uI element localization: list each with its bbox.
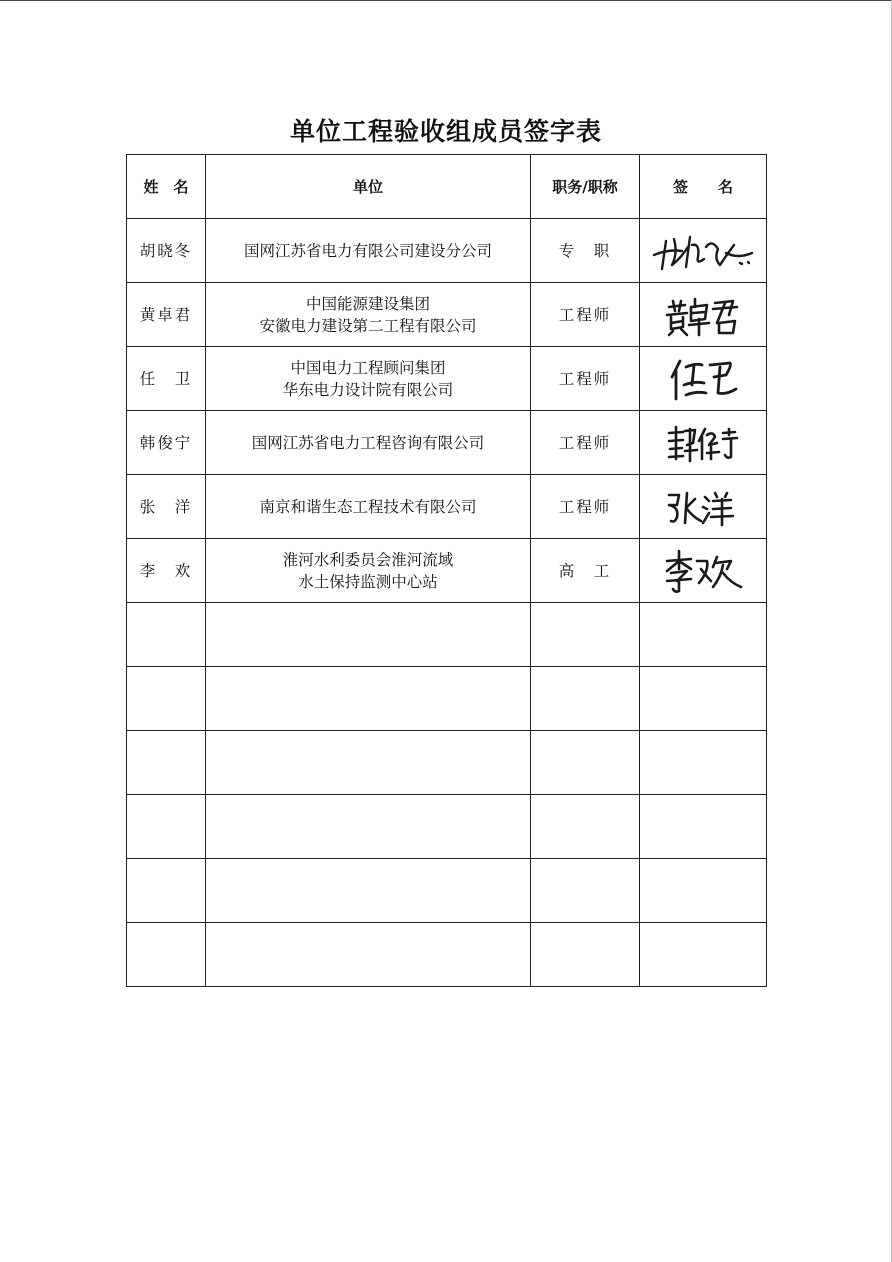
empty-cell — [127, 603, 206, 667]
empty-cell — [531, 923, 640, 987]
member-name: 胡晓冬 — [127, 219, 206, 283]
empty-cell — [127, 731, 206, 795]
member-unit — [206, 411, 531, 475]
unit-line: 安徽电力建设第二工程有限公司 — [259, 316, 477, 335]
empty-cell — [206, 859, 531, 923]
member-unit — [206, 539, 531, 603]
page-top-border — [0, 0, 892, 1]
unit-line: 淮河水利委员会淮河流域 — [282, 550, 454, 569]
member-position: 工程师 — [531, 475, 640, 539]
empty-cell — [640, 667, 767, 731]
handwritten-signature — [661, 547, 745, 595]
member-name: 韩俊宁 — [127, 411, 206, 475]
member-position: 工程师 — [531, 411, 640, 475]
signature-table — [126, 154, 767, 987]
empty-cell — [206, 795, 531, 859]
empty-cell — [531, 795, 640, 859]
member-name: 李 欢 — [127, 539, 206, 603]
unit-line: 国网江苏省电力有限公司建设分公司 — [243, 241, 492, 260]
handwritten-signature — [665, 487, 741, 527]
table-row — [127, 411, 767, 475]
member-unit — [206, 283, 531, 347]
empty-cell — [206, 667, 531, 731]
member-unit — [206, 347, 531, 411]
member-position: 工程师 — [531, 347, 640, 411]
empty-cell — [531, 859, 640, 923]
member-unit — [206, 219, 531, 283]
empty-cell — [127, 795, 206, 859]
empty-cell — [127, 859, 206, 923]
member-name: 张 洋 — [127, 475, 206, 539]
signature-cell — [640, 411, 767, 475]
signature-cell — [640, 283, 767, 347]
page-title: 单位工程验收组成员签字表 — [289, 117, 602, 146]
unit-line: 水土保持监测中心站 — [298, 572, 438, 591]
table-row — [127, 347, 767, 411]
member-name: 黄卓君 — [127, 283, 206, 347]
empty-cell — [640, 795, 767, 859]
table-row — [127, 539, 767, 603]
empty-cell — [127, 923, 206, 987]
member-position: 专 职 — [531, 219, 640, 283]
member-position: 工程师 — [531, 283, 640, 347]
empty-cell — [640, 603, 767, 667]
empty-cell — [640, 859, 767, 923]
empty-cell — [531, 731, 640, 795]
handwritten-signature — [665, 423, 741, 463]
unit-line: 南京和谐生态工程技术有限公司 — [259, 497, 477, 516]
table-body — [127, 219, 767, 987]
empty-table-row — [127, 923, 767, 987]
empty-cell — [206, 731, 531, 795]
header-name: 姓 名 — [127, 155, 206, 219]
signature-cell — [640, 539, 767, 603]
empty-table-row — [127, 859, 767, 923]
empty-cell — [640, 923, 767, 987]
signature-cell — [640, 219, 767, 283]
unit-line: 华东电力设计院有限公司 — [282, 380, 454, 399]
table-row — [127, 475, 767, 539]
empty-cell — [640, 731, 767, 795]
header-unit: 单位 — [206, 155, 531, 219]
table-row — [127, 219, 767, 283]
signature-cell — [640, 475, 767, 539]
table-header-row — [127, 155, 767, 219]
handwritten-signature — [666, 355, 740, 403]
member-unit — [206, 475, 531, 539]
empty-cell — [127, 667, 206, 731]
handwritten-signature — [663, 293, 743, 337]
empty-cell — [531, 603, 640, 667]
empty-table-row — [127, 667, 767, 731]
header-position: 职务/职称 — [531, 155, 640, 219]
handwritten-signature — [648, 229, 758, 273]
table-row — [127, 283, 767, 347]
empty-table-row — [127, 731, 767, 795]
empty-cell — [531, 667, 640, 731]
empty-cell — [206, 923, 531, 987]
signature-cell — [640, 347, 767, 411]
empty-cell — [206, 603, 531, 667]
unit-line: 国网江苏省电力工程咨询有限公司 — [251, 433, 485, 452]
header-signature: 签 名 — [640, 155, 767, 219]
member-position: 高 工 — [531, 539, 640, 603]
member-name: 任 卫 — [127, 347, 206, 411]
unit-line: 中国能源建设集团 — [305, 294, 430, 313]
unit-line: 中国电力工程顾问集团 — [290, 358, 446, 377]
empty-table-row — [127, 603, 767, 667]
empty-table-row — [127, 795, 767, 859]
